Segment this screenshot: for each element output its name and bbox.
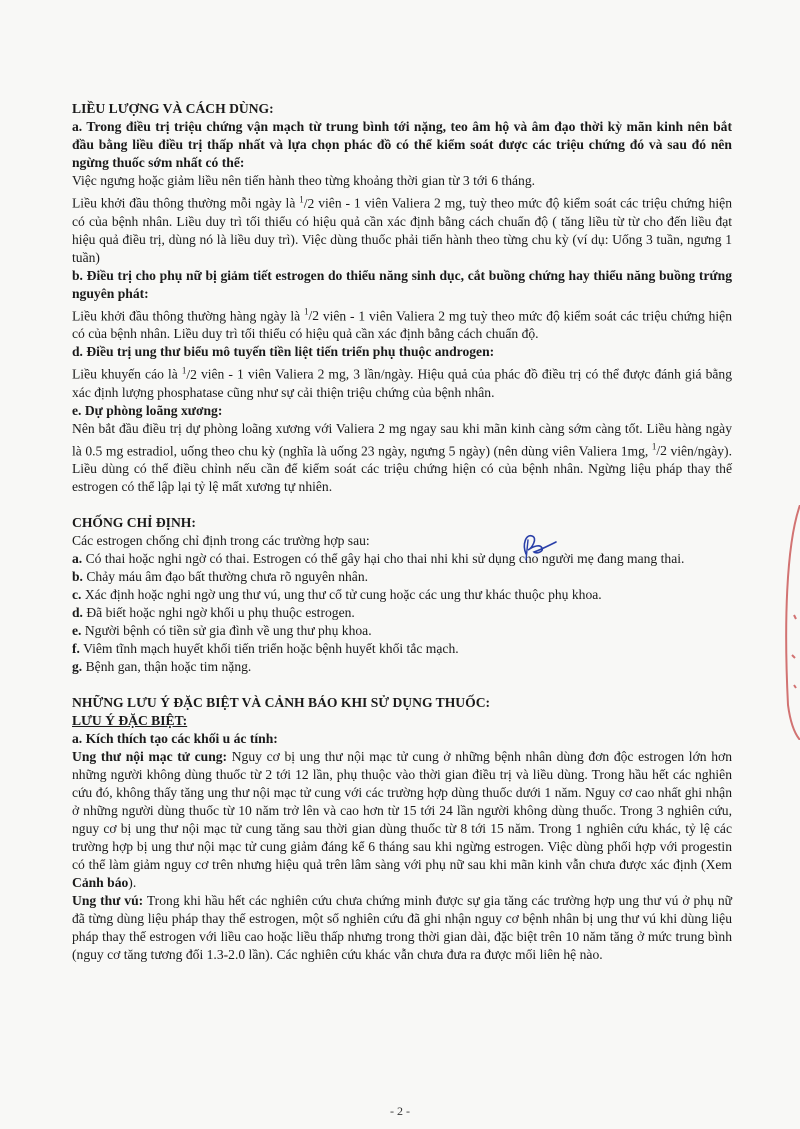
contra-title: CHỐNG CHỈ ĐỊNH: xyxy=(72,515,196,531)
breast-cancer-para: Ung thư vú: Trong khi hầu hết các nghiên cứu chưa chứng minh được sự gia tăng các trường hợp ung thư vú ở phụ nữ đã từng dùng liệu pháp thay thế estrogen, một số nghiên cứu đã ghi nhận nguy cơ bệnh nhân bị ung thư vú khi dùng liệu pháp thay thế estrogen với liều cao hoặc liều thấp nhưng trong thời gian dài, đặc biệt trên 10 năm tăng ở mức trung bình (nguy cơ tăng tương đối 1.3-2.0 lần). Các nghiên cứu khác vẫn chưa đưa ra được mối liên hệ nào. xyxy=(72,893,732,963)
dosage-e-para: Nên bắt đầu điều trị dự phòng loãng xương với Valiera 2 mg ngay sau khi mãn kinh càng sớm càng tốt. Liều hàng ngày là 0.5 mg estradiol, uống theo chu kỳ (nghĩa là uống 23 ngày, ngưng 5 ngày) (nên dùng viên Valiera 1mg, $^1$/2 viên/ngày). Liều dùng có thể điều chỉnh nếu cần để kiểm soát các triệu chứng hiện có của bệnh nhân. Ngừng liệu pháp thay thế estrogen có thể lập lại tỷ lệ mất xương tự nhiên. xyxy=(72,420,732,495)
dosage-a-para1: Việc ngưng hoặc giảm liều nên tiến hành theo từng khoảng thời gian từ 3 tới 6 tháng. xyxy=(72,173,536,188)
dosage-b-heading: b. Điều trị cho phụ nữ bị giảm tiết estrogen do thiểu năng sinh dục, cắt buồng chứng hay thiểu năng buồng trứng nguyên phát: xyxy=(72,267,732,301)
contra-intro: Các estrogen chống chỉ định trong các trường hợp sau: xyxy=(72,533,370,549)
stamp-edge-mark xyxy=(780,505,800,740)
contra-item: a. Có thai hoặc nghi ngờ có thai. Estrogen có thể gây hại cho thai nhi khi sử dụng cho người mẹ đang mang thai. xyxy=(72,551,685,567)
document-body xyxy=(72,100,732,964)
endometrial-para: Ung thư nội mạc tử cung: Nguy cơ bị ung thư nội mạc tử cung ở những bệnh nhân dùng đơn độc estrogen lớn hơn những người không dùng thuốc từ 2 tới 12 lần, phụ thuộc vào thời gian điều trị và liều dùng. Trong hầu hết các nghiên cứu đó, không thấy tăng ung thư nội mạc tử cung với các trường hợp dùng thuốc dưới 1 năm. Nguy cơ cao nhất ghi nhận ở những người dùng thuốc từ 10 năm trở lên và cao hơn từ 15 tới 24 lần người không dùng thuốc. Trong 3 nghiên cứu, nguy cơ bị ung thư nội mạc tử cung tăng sau thời gian dùng thuốc từ 8 tới 15 năm. Trong 1 nghiên cứu khác, tỷ lệ các trường hợp bị ung thư nội mạc tử cung giảm đáng kể 6 tháng sau khi ngừng estrogen. Việc dùng phối hợp với progestin có thể làm giảm nguy cơ trên nhưng hiệu quả trên lâm sàng với phụ nữ sau khi mãn kinh vẫn chưa được xác định (Xem Cảnh báo). xyxy=(72,749,732,891)
warnings-subtitle: LƯU Ý ĐẶC BIỆT: xyxy=(72,713,188,729)
contra-item: g. Bệnh gan, thận hoặc tim nặng. xyxy=(72,659,252,675)
contra-item: e. Người bệnh có tiền sử gia đình về ung thư phụ khoa. xyxy=(72,623,372,639)
contra-item: d. Đã biết hoặc nghi ngờ khối u phụ thuộc estrogen. xyxy=(72,605,355,621)
contra-item: f. Viêm tĩnh mạch huyết khối tiến triển hoặc bệnh huyết khối tắc mạch. xyxy=(72,641,459,657)
handwritten-signature xyxy=(512,528,560,564)
contra-item: c. Xác định hoặc nghi ngờ ung thư vú, ung thư cổ tử cung hoặc các ung thư khác thuộc phụ khoa. xyxy=(72,587,602,603)
dosage-a-heading: a. Trong điều trị triệu chứng vận mạch từ trung bình tới nặng, teo âm hộ và âm đạo thời kỳ mãn kinh nên bắt đầu bằng liều điều trị thấp nhất và lựa chọn phác đồ có thể kiểm soát được các triệu chứng đó và sau đó nên ngừng thuốc sớm nhất có thể: xyxy=(72,119,732,170)
dosage-a-para2: Liều khởi đầu thông thường mỗi ngày là $^1$/2 viên - 1 viên Valiera 2 mg, tuỳ theo mức độ kiểm soát các triệu chứng hiện có của bệnh nhân. Liều duy trì tối thiểu có hiệu quả cần xác định bằng cách chuẩn độ ( tăng liều từ từ cho đến liều đạt hiệu quả điều trị, dùng nó là liều duy trì). Việc dùng thuốc phải tiến hành theo từng chu kỳ (ví dụ: Uống 3 tuần, ngưng 1 tuần) xyxy=(72,194,732,265)
dosage-b-para: Liều khởi đầu thông thường hàng ngày là $^1$/2 viên - 1 viên Valiera 2 mg tuỳ theo mức độ kiểm soát các triệu chứng hiện có của bệnh nhân. Liều duy trì tối thiểu có hiệu quả cần xác định bằng cách chuẩn độ. xyxy=(72,306,732,342)
dosage-e-heading: e. Dự phòng loãng xương: xyxy=(72,402,223,418)
warnings-title: NHỮNG LƯU Ý ĐẶC BIỆT VÀ CẢNH BÁO KHI SỬ DỤNG THUỐC: xyxy=(72,695,491,711)
dosage-title: LIỀU LƯỢNG VÀ CÁCH DÙNG: xyxy=(72,101,274,116)
contra-list xyxy=(72,550,732,676)
page-number: - 2 - xyxy=(390,1104,410,1118)
warnings-a-heading: a. Kích thích tạo các khối u ác tính: xyxy=(72,731,278,747)
dosage-d-para: Liều khuyến cáo là $^1$/2 viên - 1 viên Valiera 2 mg, 3 lần/ngày. Hiệu quả của phác đồ điều trị có thể được đánh giá bằng xác định lượng phosphatase cũng như sự cải thiện triệu chứng của bệnh nhân. xyxy=(72,365,732,400)
dosage-d-heading: d. Điều trị ung thư biểu mô tuyến tiền liệt tiến triển phụ thuộc androgen: xyxy=(72,344,495,360)
contra-item: b. Chảy máu âm đạo bất thường chưa rõ nguyên nhân. xyxy=(72,569,369,585)
